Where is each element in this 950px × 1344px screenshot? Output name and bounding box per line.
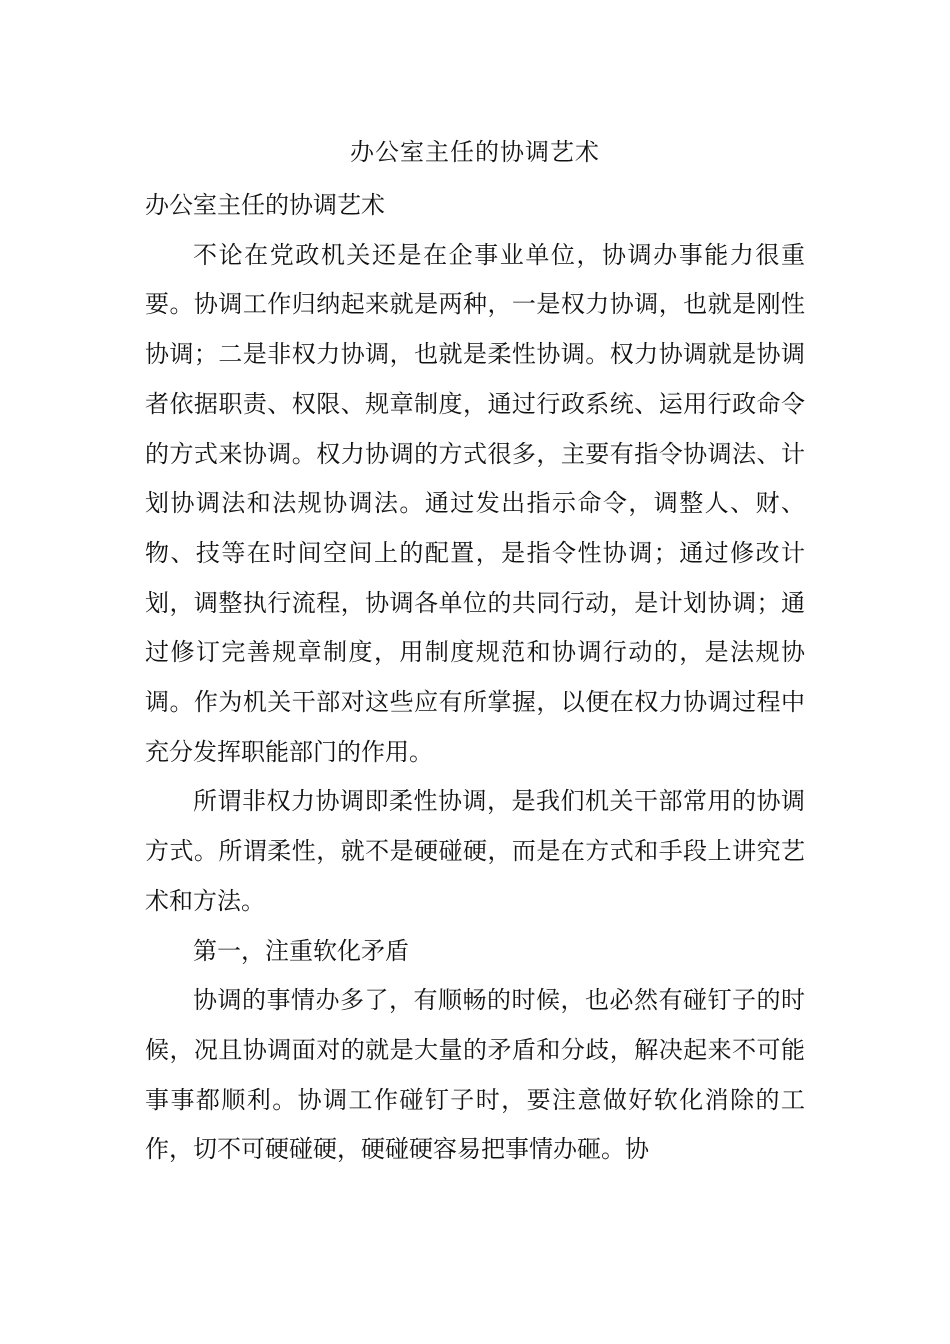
paragraph-soften-conflicts: 协调的事情办多了，有顺畅的时候，也必然有碰钉子的时候，况且协调面对的就是大量的矛盾和分歧，解决起来不可能事事都顺利。协调工作碰钉子时，要注意做好软化消除的工作，切不可硬碰硬，硬碰硬容易把事情办砸。协 [145, 986, 805, 1164]
section-heading-first: 第一，注重软化矛盾 [193, 936, 409, 965]
document-subtitle: 办公室主任的协调艺术 [145, 191, 385, 219]
document-body [145, 181, 805, 1175]
paragraph-intro: 不论在党政机关还是在企事业单位，协调办事能力很重要。协调工作归纳起来就是两种，一是权力协调，也就是刚性协调；二是非权力协调，也就是柔性协调。权力协调就是协调者依据职责、权限、规章制度，通过行政系统、运用行政命令的方式来协调。权力协调的方式很多，主要有指令协调法、计划协调法和法规协调法。通过发出指示命令，调整人、财、物、技等在时间空间上的配置，是指令性协调；通过修改计划，调整执行流程，协调各单位的共同行动，是计划协调；通过修订完善规章制度，用制度规范和协调行动的，是法规协调。作为机关干部对这些应有所掌握，以便在权力协调过程中充分发挥职能部门的作用。 [145, 240, 805, 766]
document-title: 办公室主任的协调艺术 [350, 138, 600, 166]
paragraph-soft-coordination: 所谓非权力协调即柔性协调，是我们机关干部常用的协调方式。所谓柔性，就不是硬碰硬，而是在方式和手段上讲究艺术和方法。 [145, 787, 805, 915]
